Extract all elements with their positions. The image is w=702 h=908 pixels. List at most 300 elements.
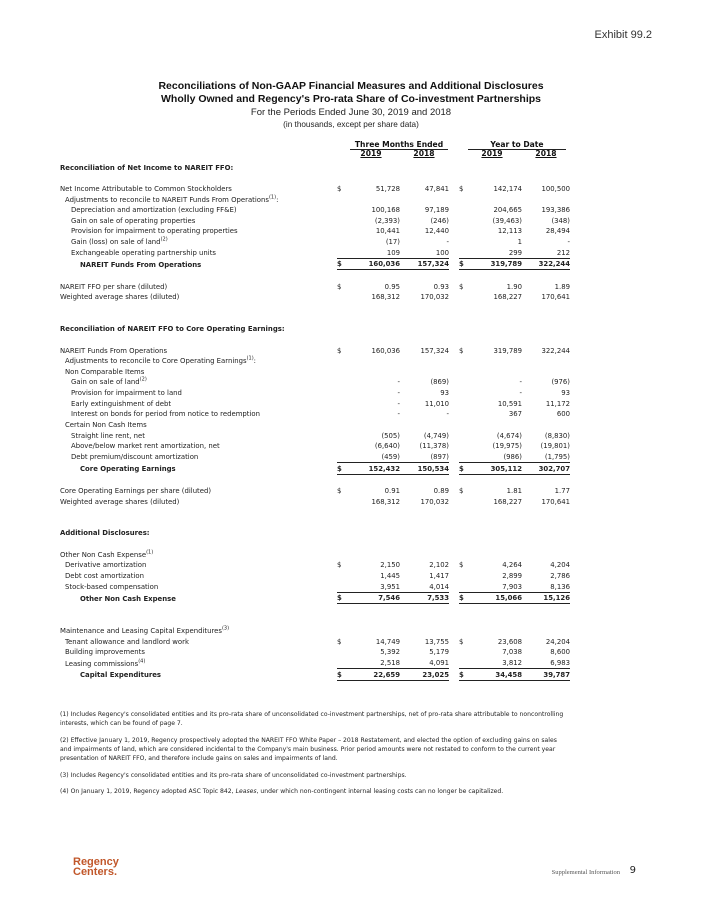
dollar-sign: $ bbox=[337, 486, 342, 495]
dollar-sign bbox=[337, 419, 351, 430]
dollar-sign bbox=[459, 247, 473, 258]
dollar-sign bbox=[459, 313, 473, 324]
column-gap bbox=[449, 194, 459, 205]
value-three-months-2018: 100 bbox=[435, 248, 449, 257]
row-label-text: Adjustments to reconcile to NAREIT Funds From Operations bbox=[65, 195, 269, 204]
value-three-months-2018: 0.93 bbox=[433, 282, 449, 291]
dollar-sign bbox=[459, 334, 473, 345]
footnote-ref: (2) bbox=[160, 236, 168, 243]
dollar-sign: $ bbox=[459, 282, 464, 291]
value-ytd-2019: (986) bbox=[503, 452, 522, 461]
row-label bbox=[60, 302, 337, 313]
table-row bbox=[60, 366, 570, 377]
reconciliation-table bbox=[60, 162, 570, 681]
column-gap bbox=[449, 377, 459, 388]
value-ytd-2019: (39,463) bbox=[492, 216, 522, 225]
table-row bbox=[60, 247, 570, 258]
value-ytd-2019 bbox=[473, 162, 522, 173]
value-three-months-2019 bbox=[351, 604, 400, 615]
column-gap bbox=[449, 441, 459, 452]
dollar-sign bbox=[337, 626, 351, 637]
row-label bbox=[60, 451, 337, 462]
footnote-3: (3) Includes Regency's consolidated entities and its pro-rata share of unconsolidated co-investment partnerships. bbox=[60, 771, 407, 779]
value-three-months-2018: 4,014 bbox=[429, 582, 449, 591]
column-gap bbox=[449, 430, 459, 441]
table-row bbox=[60, 528, 570, 539]
dollar-sign bbox=[459, 430, 473, 441]
column-gap bbox=[449, 517, 459, 528]
column-gap bbox=[449, 669, 459, 681]
table-row bbox=[60, 270, 570, 281]
dollar-sign bbox=[337, 657, 351, 668]
column-gap bbox=[449, 636, 459, 647]
row-label-text: Core Operating Earnings bbox=[80, 465, 176, 474]
dollar-sign bbox=[337, 236, 351, 247]
value-three-months-2018: (869) bbox=[430, 378, 449, 387]
value-three-months-2018: - bbox=[446, 238, 449, 247]
dollar-sign bbox=[459, 496, 473, 507]
dollar-sign bbox=[337, 356, 351, 367]
row-label-text: NAREIT Funds From Operations bbox=[80, 260, 202, 269]
dollar-sign: $ bbox=[337, 637, 342, 646]
row-label-text: Gain on sale of operating properties bbox=[71, 216, 196, 225]
value-ytd-2018 bbox=[522, 366, 570, 377]
value-three-months-2018: - bbox=[446, 410, 449, 419]
value-ytd-2018 bbox=[522, 334, 570, 345]
value-three-months-2019: (505) bbox=[381, 431, 400, 440]
value-three-months-2018 bbox=[400, 313, 449, 324]
table-row bbox=[60, 647, 570, 658]
row-label bbox=[60, 409, 337, 420]
row-label bbox=[60, 215, 337, 226]
column-gap bbox=[449, 258, 459, 270]
value-three-months-2019: 10,441 bbox=[375, 227, 400, 236]
value-ytd-2018 bbox=[522, 173, 570, 184]
value-ytd-2019: 34,458 bbox=[473, 669, 522, 681]
dollar-sign bbox=[337, 430, 351, 441]
dollar-sign bbox=[459, 173, 473, 184]
row-label-text: Provision for impairment to land bbox=[71, 389, 182, 398]
value-ytd-2018: (1,795) bbox=[544, 452, 570, 461]
value-ytd-2019: 7,038 bbox=[502, 648, 522, 657]
value-ytd-2019 bbox=[473, 615, 522, 626]
dollar-sign bbox=[459, 270, 473, 281]
row-label-text: Weighted average shares (diluted) bbox=[60, 497, 180, 506]
row-label-text: Gain on sale of land bbox=[71, 378, 140, 387]
column-gap bbox=[449, 409, 459, 420]
report-units: (in thousands, except per share data) bbox=[283, 120, 419, 129]
dollar-sign bbox=[337, 366, 351, 377]
value-three-months-2018 bbox=[400, 517, 449, 528]
row-label bbox=[60, 162, 337, 173]
table-row bbox=[60, 236, 570, 247]
column-gap bbox=[449, 604, 459, 615]
value-ytd-2018 bbox=[522, 162, 570, 173]
value-three-months-2018: 150,534 bbox=[400, 462, 449, 474]
row-label-text: Building improvements bbox=[65, 648, 145, 657]
dollar-sign: $ bbox=[337, 184, 342, 193]
row-label bbox=[60, 366, 337, 377]
row-label bbox=[60, 281, 337, 292]
table-row bbox=[60, 592, 570, 604]
row-label bbox=[60, 626, 337, 637]
value-ytd-2018 bbox=[522, 604, 570, 615]
value-three-months-2019 bbox=[351, 270, 400, 281]
dollar-sign bbox=[337, 377, 351, 388]
report-title-2: Wholly Owned and Regency's Pro-rata Share of Co-investment Partnerships bbox=[161, 93, 541, 105]
value-ytd-2019: 12,113 bbox=[497, 227, 522, 236]
value-ytd-2019: - bbox=[519, 378, 522, 387]
row-label-text: NAREIT FFO per share (diluted) bbox=[60, 282, 168, 291]
column-gap bbox=[449, 462, 459, 474]
table-row bbox=[60, 345, 570, 356]
value-ytd-2019: 3,812 bbox=[502, 659, 522, 668]
dollar-sign bbox=[459, 194, 473, 205]
value-ytd-2018: 193,386 bbox=[541, 206, 570, 215]
dollar-sign bbox=[337, 538, 351, 549]
row-label-text: Tenant allowance and landlord work bbox=[65, 637, 189, 646]
column-gap bbox=[449, 302, 459, 313]
value-ytd-2019: 319,789 bbox=[473, 258, 522, 270]
value-ytd-2019: 23,608 bbox=[497, 637, 522, 646]
value-ytd-2019 bbox=[473, 194, 522, 205]
table-row bbox=[60, 669, 570, 681]
value-ytd-2018: (19,801) bbox=[540, 442, 570, 451]
column-gap bbox=[449, 419, 459, 430]
row-label bbox=[60, 592, 337, 604]
value-ytd-2018 bbox=[522, 324, 570, 335]
footnote-ref: (1) bbox=[146, 549, 154, 556]
table-row bbox=[60, 292, 570, 303]
dollar-sign bbox=[337, 528, 351, 539]
table-row bbox=[60, 162, 570, 173]
footnote-1: (1) Includes Regency's consolidated entities and its pro-rata share of unconsolidated co-investment partnerships, net of pro-rata share attributable to noncontrolling interests, which can be found of page 7. bbox=[60, 711, 564, 728]
row-label-text: Interest on bonds for period from notice to redemption bbox=[71, 410, 261, 419]
value-three-months-2018: 23,025 bbox=[400, 669, 449, 681]
row-label-text: Other Non Cash Expense bbox=[60, 550, 147, 559]
column-gap bbox=[449, 507, 459, 518]
footnotes bbox=[60, 710, 570, 804]
footnote-ref: (4) bbox=[138, 658, 146, 665]
value-three-months-2018: 93 bbox=[440, 389, 449, 398]
value-three-months-2019 bbox=[351, 302, 400, 313]
value-ytd-2018: 8,600 bbox=[550, 648, 570, 657]
value-ytd-2018: 6,983 bbox=[550, 659, 570, 668]
column-gap bbox=[449, 451, 459, 462]
dollar-sign bbox=[337, 517, 351, 528]
value-ytd-2019: 1 bbox=[517, 238, 522, 247]
row-label-text: Non Comparable Items bbox=[65, 367, 145, 376]
row-label bbox=[60, 356, 337, 367]
row-label bbox=[60, 581, 337, 592]
value-ytd-2018 bbox=[522, 474, 570, 485]
value-ytd-2019 bbox=[473, 366, 522, 377]
value-ytd-2019: 299 bbox=[508, 248, 522, 257]
row-label-text: Gain (loss) on sale of land bbox=[71, 238, 161, 247]
row-label-text: Reconciliation of Net Income to NAREIT FFO: bbox=[60, 163, 234, 172]
dollar-sign bbox=[337, 581, 351, 592]
value-three-months-2018: 157,324 bbox=[420, 346, 449, 355]
dollar-sign bbox=[337, 162, 351, 173]
row-label bbox=[60, 485, 337, 496]
value-ytd-2018 bbox=[522, 313, 570, 324]
column-gap bbox=[449, 281, 459, 292]
row-label bbox=[60, 313, 337, 324]
value-three-months-2018 bbox=[400, 549, 449, 560]
column-gap bbox=[449, 528, 459, 539]
table-row bbox=[60, 441, 570, 452]
row-label bbox=[60, 292, 337, 303]
table-row bbox=[60, 258, 570, 270]
value-ytd-2018: 100,500 bbox=[541, 184, 570, 193]
dollar-sign bbox=[459, 615, 473, 626]
row-label bbox=[60, 334, 337, 345]
dollar-sign bbox=[337, 496, 351, 507]
dollar-sign bbox=[459, 419, 473, 430]
footnote-4-leases: Leases bbox=[235, 788, 257, 796]
dollar-sign: $ bbox=[459, 486, 464, 495]
row-label bbox=[60, 398, 337, 409]
value-ytd-2018 bbox=[522, 615, 570, 626]
value-ytd-2019: 10,591 bbox=[497, 399, 522, 408]
dollar-sign: $ bbox=[337, 258, 351, 270]
row-label bbox=[60, 226, 337, 237]
column-gap bbox=[449, 366, 459, 377]
value-three-months-2018 bbox=[400, 324, 449, 335]
footnote-4 bbox=[60, 787, 570, 796]
row-label-text: Straight line rent, net bbox=[71, 431, 145, 440]
dollar-sign bbox=[337, 474, 351, 485]
value-three-months-2019 bbox=[351, 517, 400, 528]
table-row bbox=[60, 409, 570, 420]
dollar-sign: $ bbox=[459, 184, 464, 193]
value-ytd-2019 bbox=[473, 507, 522, 518]
dollar-sign bbox=[337, 441, 351, 452]
dollar-sign: $ bbox=[337, 282, 342, 291]
dollar-sign bbox=[459, 236, 473, 247]
column-gap bbox=[449, 345, 459, 356]
column-gap bbox=[449, 173, 459, 184]
value-three-months-2019: 5,392 bbox=[380, 648, 400, 657]
col-year-2018-q: 2018 bbox=[413, 149, 435, 158]
value-three-months-2018 bbox=[400, 538, 449, 549]
value-three-months-2019: - bbox=[397, 399, 400, 408]
value-three-months-2019: 0.95 bbox=[384, 282, 400, 291]
column-gap bbox=[449, 592, 459, 604]
row-label-text: Additional Disclosures: bbox=[60, 529, 150, 538]
value-three-months-2019 bbox=[351, 507, 400, 518]
dollar-sign bbox=[459, 507, 473, 518]
column-gap bbox=[449, 581, 459, 592]
dollar-sign bbox=[459, 215, 473, 226]
value-three-months-2018 bbox=[400, 419, 449, 430]
value-three-months-2019 bbox=[351, 194, 400, 205]
column-gap bbox=[449, 485, 459, 496]
value-three-months-2018: 13,755 bbox=[424, 637, 449, 646]
dollar-sign bbox=[459, 377, 473, 388]
table-row bbox=[60, 183, 570, 194]
row-label bbox=[60, 604, 337, 615]
footnote-ref: (2) bbox=[139, 377, 147, 384]
table-row bbox=[60, 657, 570, 668]
dollar-sign: $ bbox=[459, 258, 473, 270]
row-label bbox=[60, 419, 337, 430]
value-three-months-2018: 170,032 bbox=[420, 293, 449, 302]
dollar-sign: $ bbox=[337, 462, 351, 474]
column-gap bbox=[449, 387, 459, 398]
row-label bbox=[60, 205, 337, 216]
dollar-sign bbox=[337, 292, 351, 303]
value-ytd-2018: 322,244 bbox=[541, 346, 570, 355]
value-three-months-2019: (459) bbox=[381, 452, 400, 461]
value-three-months-2018 bbox=[400, 507, 449, 518]
dollar-sign bbox=[459, 474, 473, 485]
dollar-sign bbox=[459, 517, 473, 528]
dollar-sign bbox=[459, 549, 473, 560]
value-ytd-2018: 2,786 bbox=[550, 571, 570, 580]
column-gap bbox=[449, 647, 459, 658]
row-label-text: Stock-based compensation bbox=[65, 583, 159, 592]
value-three-months-2019: 168,312 bbox=[371, 497, 400, 506]
value-three-months-2019 bbox=[351, 334, 400, 345]
value-three-months-2019: 160,036 bbox=[371, 346, 400, 355]
value-ytd-2018: 28,494 bbox=[545, 227, 570, 236]
value-ytd-2018: 212 bbox=[556, 248, 570, 257]
value-three-months-2019: 109 bbox=[386, 248, 400, 257]
dollar-sign bbox=[337, 615, 351, 626]
row-label bbox=[60, 258, 337, 270]
table-row bbox=[60, 474, 570, 485]
dollar-sign bbox=[459, 366, 473, 377]
column-gap bbox=[449, 474, 459, 485]
dollar-sign bbox=[337, 604, 351, 615]
value-three-months-2019: 2,150 bbox=[380, 561, 400, 570]
row-label-text: Depreciation and amortization (excluding FF&E) bbox=[71, 206, 237, 215]
table-row bbox=[60, 173, 570, 184]
value-three-months-2019 bbox=[351, 626, 400, 637]
table-row bbox=[60, 462, 570, 474]
dollar-sign bbox=[337, 313, 351, 324]
column-gap bbox=[449, 657, 459, 668]
value-three-months-2019: (2,393) bbox=[374, 216, 400, 225]
row-label bbox=[60, 570, 337, 581]
footer-label: Supplemental Information bbox=[551, 869, 620, 876]
dollar-sign bbox=[337, 334, 351, 345]
table-row bbox=[60, 387, 570, 398]
column-gap bbox=[449, 615, 459, 626]
value-ytd-2018: 170,641 bbox=[541, 497, 570, 506]
table-row bbox=[60, 226, 570, 237]
row-label bbox=[60, 647, 337, 658]
row-label bbox=[60, 528, 337, 539]
table-row bbox=[60, 398, 570, 409]
dollar-sign bbox=[337, 302, 351, 313]
value-ytd-2018: 39,787 bbox=[522, 669, 570, 681]
dollar-sign bbox=[459, 441, 473, 452]
column-gap bbox=[449, 162, 459, 173]
dollar-sign bbox=[337, 226, 351, 237]
value-ytd-2018: 170,641 bbox=[541, 293, 570, 302]
value-three-months-2019: (6,640) bbox=[374, 442, 400, 451]
value-ytd-2018: 302,707 bbox=[522, 462, 570, 474]
column-gap bbox=[449, 626, 459, 637]
dollar-sign bbox=[459, 324, 473, 335]
column-gap bbox=[449, 313, 459, 324]
column-gap bbox=[449, 226, 459, 237]
label-suffix: : bbox=[253, 357, 256, 366]
value-ytd-2019: 168,227 bbox=[493, 293, 522, 302]
value-ytd-2019: 1.90 bbox=[506, 282, 522, 291]
table-row bbox=[60, 626, 570, 637]
value-ytd-2018 bbox=[522, 549, 570, 560]
value-three-months-2019: 51,728 bbox=[375, 184, 400, 193]
value-ytd-2018: 4,204 bbox=[550, 561, 570, 570]
row-label bbox=[60, 387, 337, 398]
value-three-months-2019: 152,432 bbox=[351, 462, 400, 474]
value-ytd-2019: 305,112 bbox=[473, 462, 522, 474]
value-ytd-2019 bbox=[473, 538, 522, 549]
value-three-months-2019: 2,518 bbox=[380, 659, 400, 668]
table-row bbox=[60, 581, 570, 592]
row-label bbox=[60, 324, 337, 335]
table-row bbox=[60, 205, 570, 216]
row-label bbox=[60, 247, 337, 258]
column-gap bbox=[449, 324, 459, 335]
value-three-months-2019 bbox=[351, 528, 400, 539]
row-label bbox=[60, 173, 337, 184]
dollar-sign: $ bbox=[459, 637, 464, 646]
column-gap bbox=[449, 247, 459, 258]
row-label bbox=[60, 517, 337, 528]
value-ytd-2019 bbox=[473, 626, 522, 637]
table-row bbox=[60, 313, 570, 324]
value-ytd-2018: (8,830) bbox=[544, 431, 570, 440]
dollar-sign bbox=[459, 356, 473, 367]
column-gap bbox=[449, 570, 459, 581]
row-label-text: Derivative amortization bbox=[65, 561, 147, 570]
value-three-months-2018 bbox=[400, 334, 449, 345]
row-label bbox=[60, 270, 337, 281]
value-three-months-2018: 157,324 bbox=[400, 258, 449, 270]
footnote-4-text: (4) On January 1, 2019, Regency adopted ASC Topic 842, bbox=[60, 788, 234, 796]
row-label-text: Early extinguishment of debt bbox=[71, 399, 172, 408]
value-three-months-2019: 14,749 bbox=[375, 637, 400, 646]
dollar-sign bbox=[337, 647, 351, 658]
table-row bbox=[60, 604, 570, 615]
col-group-year-to-date: Year to Date bbox=[468, 140, 566, 150]
dollar-sign: $ bbox=[337, 561, 342, 570]
value-three-months-2018: (246) bbox=[430, 216, 449, 225]
report-period: For the Periods Ended June 30, 2019 and 2018 bbox=[250, 107, 452, 118]
dollar-sign bbox=[459, 528, 473, 539]
value-ytd-2019 bbox=[473, 270, 522, 281]
value-three-months-2018 bbox=[400, 528, 449, 539]
value-three-months-2018: 97,189 bbox=[424, 206, 449, 215]
row-label-text: Maintenance and Leasing Capital Expenditures bbox=[60, 627, 222, 636]
column-gap bbox=[449, 538, 459, 549]
footnote-4-tail: , under which non-contingent internal leasing costs can no longer be capitalized. bbox=[256, 788, 504, 796]
column-gap bbox=[449, 398, 459, 409]
dollar-sign bbox=[337, 398, 351, 409]
value-three-months-2018: (897) bbox=[430, 452, 449, 461]
row-label bbox=[60, 441, 337, 452]
dollar-sign bbox=[459, 226, 473, 237]
table-row bbox=[60, 549, 570, 560]
value-three-months-2019: (17) bbox=[385, 238, 400, 247]
value-three-months-2018: 12,440 bbox=[424, 227, 449, 236]
dollar-sign bbox=[337, 409, 351, 420]
value-three-months-2019 bbox=[351, 615, 400, 626]
